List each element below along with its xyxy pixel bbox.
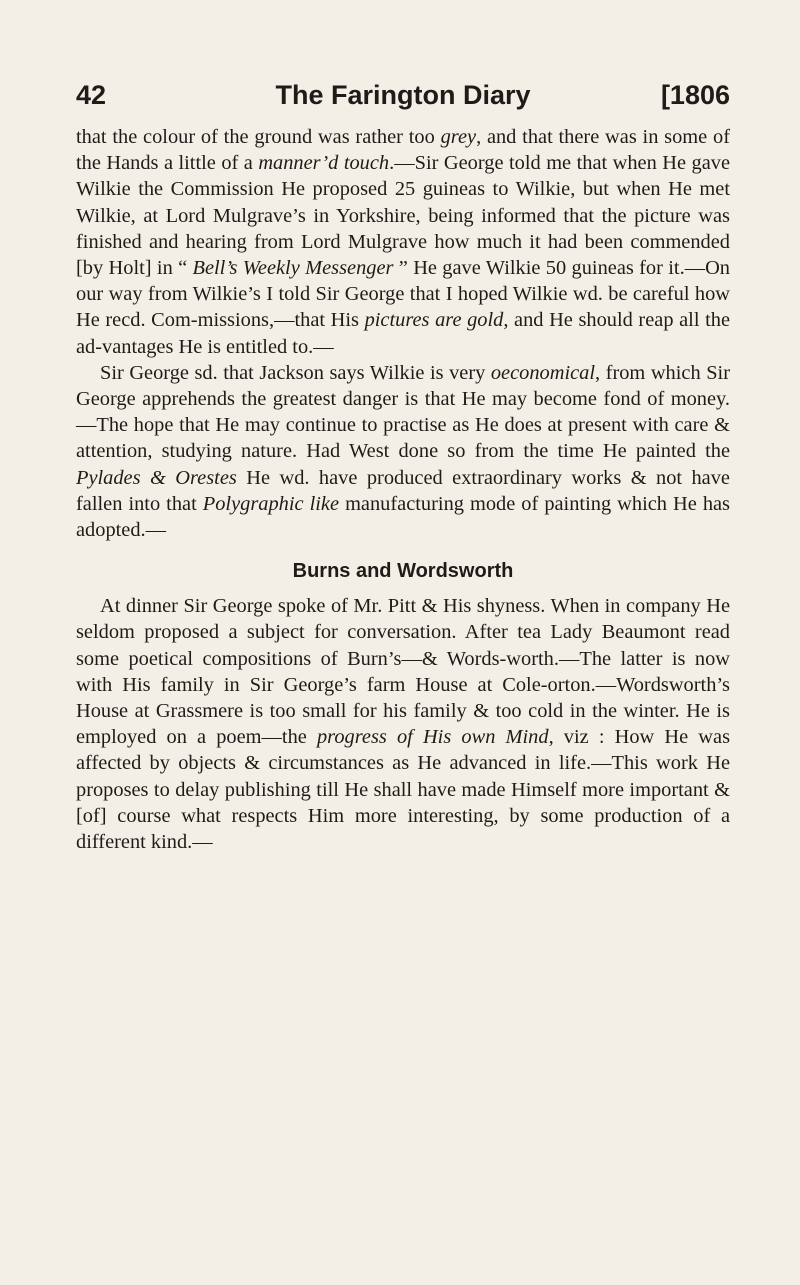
paragraph: Sir George sd. that Jackson says Wilkie is very oeconomical, from which Sir George apprehends the greatest danger is that He may become fond of money.—The hope that He may continue to practise as He does at present with care & attention, studying nature. Had West done so from the time He painted the Pylades & Orestes He wd. have produced extraordinary works & not have fallen into that Polygraphic like manufacturing mode of painting which He has adopted.—: [76, 361, 730, 542]
running-head: [76, 74, 730, 116]
book-title: The Farington Diary: [275, 80, 531, 110]
paragraph: At dinner Sir George spoke of Mr. Pitt & His shyness. When in company He seldom proposed a subject for conversation. After tea Lady Beaumont read some poetical compositions of Burn’s—& Words-worth.—The latter is now with His family in Sir George’s farm House at Cole-orton.—Wordsworth’s House at Grassmere is too small for his family & too cold in the winter. He is employed on a poem—the progress of His own Mind, viz : How He was affected by objects & circumstances as He advanced in life.—This work He proposes to delay publishing till He shall have made Himself more important & [of] course what respects Him more interesting, by some production of a different kind.—: [76, 595, 731, 854]
page-number: 42: [76, 80, 107, 110]
section-heading: Burns and Wordsworth: [292, 560, 514, 583]
paragraph: that the colour of the ground was rather too grey, and that there was in some of the Hands a little of a manner’d touch.—Sir George told me that when He gave Wilkie the Commission He proposed 25 guineas to Wilkie, but when He met Wilkie, at Lord Mulgrave’s in Yorkshire, being informed that the picture was finished and hearing from Lord Mulgrave how much it had been commended [by Holt] in “ Bell’s Weekly Messenger ” He gave Wilkie 50 guineas for it.—On our way from Wilkie’s I told Sir George that I hoped Wilkie wd. be careful how He recd. Com-missions,—that His pictures are gold, and He should reap all the ad-vantages He is entitled to.—: [76, 126, 731, 358]
year-marker: [1806: [660, 80, 730, 110]
body-text: [76, 124, 730, 855]
